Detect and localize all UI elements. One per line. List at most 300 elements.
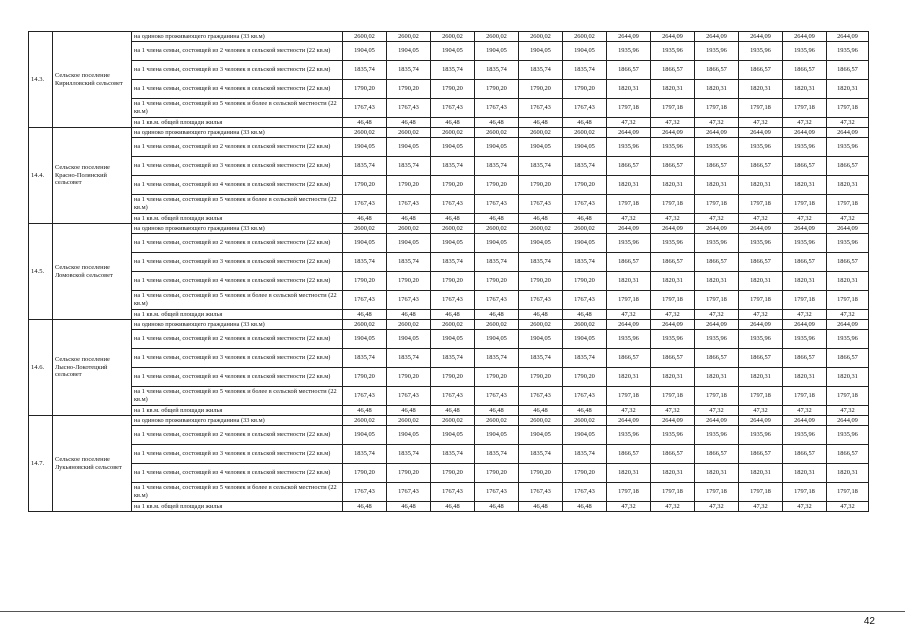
- value-cell: 1866,57: [783, 349, 827, 368]
- value-cell: 1767,43: [431, 291, 475, 310]
- table-row: [29, 253, 869, 272]
- value-cell: 1835,74: [343, 157, 387, 176]
- value-cell: 47,32: [607, 406, 651, 416]
- category-label: на 1 члена семьи, состоящей из 3 человек в сельской местности (22 кв.м): [132, 61, 343, 80]
- value-cell: 1790,20: [431, 176, 475, 195]
- value-cell: 1790,20: [563, 368, 607, 387]
- value-cell: 47,32: [695, 406, 739, 416]
- value-cell: 47,32: [607, 118, 651, 128]
- value-cell: 1797,18: [827, 99, 869, 118]
- category-label: на 1 члена семьи, состоящей из 5 человек и более в сельской местности (22 кв.м): [132, 387, 343, 406]
- value-cell: 1790,20: [431, 368, 475, 387]
- value-cell: 1790,20: [387, 368, 431, 387]
- value-cell: 47,32: [695, 310, 739, 320]
- value-cell: 1835,74: [431, 157, 475, 176]
- value-cell: 1935,96: [827, 426, 869, 445]
- value-cell: 46,48: [475, 118, 519, 128]
- value-cell: 47,32: [783, 406, 827, 416]
- settlement-name: Сельское поселение Ломовской сельсовет: [53, 224, 132, 320]
- value-cell: 1767,43: [563, 387, 607, 406]
- value-cell: 1820,31: [783, 464, 827, 483]
- table-row: [29, 234, 869, 253]
- value-cell: 2600,02: [475, 224, 519, 234]
- value-cell: 1797,18: [651, 99, 695, 118]
- value-cell: 2644,09: [651, 320, 695, 330]
- value-cell: 1790,20: [519, 176, 563, 195]
- value-cell: 1767,43: [387, 291, 431, 310]
- value-cell: 2644,09: [739, 128, 783, 138]
- value-cell: 1904,05: [343, 330, 387, 349]
- category-label: на 1 кв.м. общей площади жилья: [132, 118, 343, 128]
- table-row: [29, 464, 869, 483]
- category-label: на одиноко проживающего гражданина (33 кв.м): [132, 416, 343, 426]
- value-cell: 1904,05: [563, 42, 607, 61]
- value-cell: 47,32: [607, 310, 651, 320]
- table-row: [29, 368, 869, 387]
- value-cell: 2644,09: [783, 128, 827, 138]
- value-cell: 2644,09: [695, 416, 739, 426]
- value-cell: 1797,18: [651, 195, 695, 214]
- value-cell: 1904,05: [475, 42, 519, 61]
- value-cell: 1866,57: [651, 61, 695, 80]
- value-cell: 1767,43: [343, 99, 387, 118]
- value-cell: 46,48: [563, 118, 607, 128]
- table-row: [29, 195, 869, 214]
- value-cell: 47,32: [739, 214, 783, 224]
- value-cell: 1866,57: [607, 445, 651, 464]
- value-cell: 1790,20: [343, 464, 387, 483]
- value-cell: 1866,57: [651, 157, 695, 176]
- value-cell: 46,48: [387, 406, 431, 416]
- value-cell: 1935,96: [651, 42, 695, 61]
- value-cell: 1767,43: [519, 483, 563, 502]
- value-cell: 46,48: [563, 214, 607, 224]
- value-cell: 47,32: [827, 214, 869, 224]
- footer-divider: [0, 611, 905, 612]
- section-code: 14.6.: [29, 320, 53, 416]
- value-cell: 2600,02: [563, 32, 607, 42]
- value-cell: 1835,74: [519, 157, 563, 176]
- category-label: на 1 члена семьи, состоящей из 5 человек и более в сельской местности (22 кв.м): [132, 291, 343, 310]
- value-cell: 1904,05: [343, 234, 387, 253]
- value-cell: 2644,09: [607, 128, 651, 138]
- value-cell: 1866,57: [607, 253, 651, 272]
- value-cell: 47,32: [651, 118, 695, 128]
- value-cell: 1935,96: [827, 138, 869, 157]
- value-cell: 1797,18: [739, 291, 783, 310]
- value-cell: 2600,02: [475, 128, 519, 138]
- value-cell: 46,48: [387, 310, 431, 320]
- table-row: [29, 387, 869, 406]
- table-body: [29, 32, 869, 512]
- value-cell: 1935,96: [607, 330, 651, 349]
- value-cell: 1767,43: [387, 195, 431, 214]
- value-cell: 1820,31: [607, 464, 651, 483]
- value-cell: 1935,96: [739, 426, 783, 445]
- value-cell: 1835,74: [519, 349, 563, 368]
- value-cell: 1790,20: [387, 272, 431, 291]
- value-cell: 1835,74: [387, 157, 431, 176]
- value-cell: 2600,02: [431, 128, 475, 138]
- value-cell: 2600,02: [563, 128, 607, 138]
- value-cell: 1820,31: [695, 368, 739, 387]
- value-cell: 1797,18: [739, 99, 783, 118]
- value-cell: 1866,57: [607, 349, 651, 368]
- value-cell: 1797,18: [827, 387, 869, 406]
- value-cell: 1935,96: [651, 234, 695, 253]
- value-cell: 1797,18: [783, 483, 827, 502]
- value-cell: 2600,02: [431, 32, 475, 42]
- value-cell: 1935,96: [783, 138, 827, 157]
- table-row: [29, 483, 869, 502]
- value-cell: 2600,02: [387, 224, 431, 234]
- value-cell: 1797,18: [739, 195, 783, 214]
- value-cell: 46,48: [343, 214, 387, 224]
- value-cell: 46,48: [387, 118, 431, 128]
- value-cell: 2644,09: [783, 224, 827, 234]
- value-cell: 1904,05: [387, 42, 431, 61]
- value-cell: 2600,02: [519, 320, 563, 330]
- value-cell: 1866,57: [695, 61, 739, 80]
- table-row: [29, 99, 869, 118]
- value-cell: 1835,74: [475, 61, 519, 80]
- value-cell: 1935,96: [695, 426, 739, 445]
- value-cell: 2644,09: [695, 224, 739, 234]
- value-cell: 2600,02: [563, 224, 607, 234]
- value-cell: 1790,20: [387, 80, 431, 99]
- value-cell: 1797,18: [783, 99, 827, 118]
- category-label: на одиноко проживающего гражданина (33 кв.м): [132, 128, 343, 138]
- value-cell: 1820,31: [651, 272, 695, 291]
- category-label: на 1 члена семьи, состоящей из 4 человек в сельской местности (22 кв.м): [132, 464, 343, 483]
- value-cell: 1904,05: [431, 42, 475, 61]
- value-cell: 46,48: [519, 502, 563, 512]
- section-code: 14.5.: [29, 224, 53, 320]
- value-cell: 47,32: [827, 502, 869, 512]
- category-label: на 1 кв.м. общей площади жилья: [132, 406, 343, 416]
- value-cell: 1866,57: [783, 445, 827, 464]
- value-cell: 1767,43: [475, 387, 519, 406]
- value-cell: 1904,05: [343, 426, 387, 445]
- value-cell: 1935,96: [827, 42, 869, 61]
- value-cell: 1935,96: [783, 234, 827, 253]
- value-cell: 2644,09: [607, 224, 651, 234]
- value-cell: 1835,74: [519, 445, 563, 464]
- value-cell: 1820,31: [783, 80, 827, 99]
- value-cell: 1820,31: [695, 464, 739, 483]
- value-cell: 47,32: [695, 118, 739, 128]
- value-cell: 46,48: [475, 406, 519, 416]
- value-cell: 1835,74: [387, 61, 431, 80]
- value-cell: 1935,96: [739, 330, 783, 349]
- value-cell: 1835,74: [431, 349, 475, 368]
- value-cell: 1767,43: [563, 99, 607, 118]
- value-cell: 1866,57: [695, 445, 739, 464]
- value-cell: 1820,31: [739, 176, 783, 195]
- value-cell: 1820,31: [651, 80, 695, 99]
- value-cell: 1790,20: [387, 464, 431, 483]
- value-cell: 1797,18: [695, 195, 739, 214]
- value-cell: 46,48: [343, 310, 387, 320]
- value-cell: 1790,20: [519, 368, 563, 387]
- category-label: на 1 члена семьи, состоящей из 4 человек в сельской местности (22 кв.м): [132, 80, 343, 99]
- value-cell: 1797,18: [695, 99, 739, 118]
- value-cell: 46,48: [431, 310, 475, 320]
- value-cell: 1935,96: [607, 42, 651, 61]
- value-cell: 47,32: [739, 406, 783, 416]
- value-cell: 1797,18: [607, 483, 651, 502]
- value-cell: 1935,96: [695, 42, 739, 61]
- value-cell: 1820,31: [651, 176, 695, 195]
- value-cell: 2644,09: [607, 320, 651, 330]
- category-label: на 1 члена семьи, состоящей из 3 человек в сельской местности (22 кв.м): [132, 349, 343, 368]
- value-cell: 1935,96: [651, 330, 695, 349]
- value-cell: 1790,20: [475, 176, 519, 195]
- value-cell: 1797,18: [827, 483, 869, 502]
- value-cell: 47,32: [827, 406, 869, 416]
- value-cell: 1904,05: [431, 234, 475, 253]
- value-cell: 47,32: [607, 214, 651, 224]
- category-label: на 1 кв.м. общей площади жилья: [132, 214, 343, 224]
- value-cell: 1904,05: [343, 42, 387, 61]
- value-cell: 47,32: [739, 310, 783, 320]
- category-label: на одиноко проживающего гражданина (33 кв.м): [132, 32, 343, 42]
- value-cell: 1866,57: [739, 445, 783, 464]
- value-cell: 47,32: [651, 502, 695, 512]
- value-cell: 1797,18: [607, 291, 651, 310]
- tariff-table-sheet: [28, 31, 868, 512]
- value-cell: 1866,57: [827, 61, 869, 80]
- value-cell: 2600,02: [475, 32, 519, 42]
- value-cell: 1866,57: [739, 349, 783, 368]
- settlement-name: Сельское поселение Красно-Полянский сельсовет: [53, 128, 132, 224]
- category-label: на 1 члена семьи, состоящей из 3 человек в сельской местности (22 кв.м): [132, 157, 343, 176]
- value-cell: 1767,43: [475, 291, 519, 310]
- value-cell: 47,32: [651, 406, 695, 416]
- value-cell: 1935,96: [739, 138, 783, 157]
- value-cell: 2600,02: [475, 416, 519, 426]
- value-cell: 47,32: [739, 118, 783, 128]
- value-cell: 1790,20: [563, 272, 607, 291]
- value-cell: 2600,02: [519, 32, 563, 42]
- value-cell: 1790,20: [343, 176, 387, 195]
- value-cell: 1904,05: [563, 234, 607, 253]
- value-cell: 1866,57: [695, 157, 739, 176]
- value-cell: 1820,31: [739, 464, 783, 483]
- value-cell: 1767,43: [519, 99, 563, 118]
- value-cell: 1935,96: [827, 330, 869, 349]
- value-cell: 47,32: [651, 214, 695, 224]
- value-cell: 1767,43: [519, 387, 563, 406]
- value-cell: 1790,20: [519, 464, 563, 483]
- value-cell: 47,32: [607, 502, 651, 512]
- value-cell: 1790,20: [431, 80, 475, 99]
- value-cell: 1790,20: [475, 80, 519, 99]
- value-cell: 1797,18: [607, 387, 651, 406]
- value-cell: 2644,09: [827, 416, 869, 426]
- value-cell: 1866,57: [827, 349, 869, 368]
- value-cell: 2600,02: [563, 320, 607, 330]
- category-label: на 1 кв.м. общей площади жилья: [132, 310, 343, 320]
- value-cell: 2644,09: [651, 128, 695, 138]
- value-cell: 1767,43: [475, 99, 519, 118]
- value-cell: 1820,31: [739, 80, 783, 99]
- table-row: [29, 214, 869, 224]
- table-row: [29, 406, 869, 416]
- value-cell: 1935,96: [783, 330, 827, 349]
- value-cell: 2600,02: [343, 416, 387, 426]
- value-cell: 47,32: [827, 118, 869, 128]
- value-cell: 1820,31: [607, 272, 651, 291]
- value-cell: 2644,09: [827, 128, 869, 138]
- table-row: [29, 224, 869, 234]
- value-cell: 1820,31: [607, 368, 651, 387]
- value-cell: 46,48: [519, 118, 563, 128]
- value-cell: 1767,43: [343, 291, 387, 310]
- value-cell: 1904,05: [519, 42, 563, 61]
- value-cell: 2600,02: [563, 416, 607, 426]
- category-label: на 1 члена семьи, состоящей из 5 человек и более в сельской местности (22 кв.м): [132, 99, 343, 118]
- value-cell: 46,48: [563, 310, 607, 320]
- value-cell: 46,48: [519, 310, 563, 320]
- value-cell: 2600,02: [519, 128, 563, 138]
- value-cell: 1935,96: [783, 426, 827, 445]
- value-cell: 47,32: [651, 310, 695, 320]
- value-cell: 1790,20: [563, 176, 607, 195]
- category-label: на 1 члена семьи, состоящей из 3 человек в сельской местности (22 кв.м): [132, 445, 343, 464]
- value-cell: 1820,31: [827, 80, 869, 99]
- table-row: [29, 61, 869, 80]
- value-cell: 1866,57: [739, 61, 783, 80]
- section-code: 14.3.: [29, 32, 53, 128]
- value-cell: 1866,57: [695, 349, 739, 368]
- value-cell: 1935,96: [607, 138, 651, 157]
- value-cell: 1904,05: [475, 330, 519, 349]
- value-cell: 1820,31: [827, 368, 869, 387]
- value-cell: 1904,05: [431, 426, 475, 445]
- value-cell: 1820,31: [607, 176, 651, 195]
- value-cell: 1935,96: [607, 234, 651, 253]
- value-cell: 1904,05: [519, 234, 563, 253]
- table-row: [29, 310, 869, 320]
- value-cell: 1904,05: [519, 330, 563, 349]
- value-cell: 46,48: [387, 502, 431, 512]
- value-cell: 1820,31: [783, 368, 827, 387]
- value-cell: 1835,74: [475, 445, 519, 464]
- value-cell: 1820,31: [695, 80, 739, 99]
- value-cell: 2644,09: [739, 416, 783, 426]
- value-cell: 1935,96: [739, 42, 783, 61]
- category-label: на 1 члена семьи, состоящей из 2 человек в сельской местности (22 кв.м): [132, 234, 343, 253]
- value-cell: 1935,96: [827, 234, 869, 253]
- value-cell: 46,48: [475, 502, 519, 512]
- value-cell: 1790,20: [343, 368, 387, 387]
- table-row: [29, 80, 869, 99]
- table-row: [29, 157, 869, 176]
- value-cell: 1767,43: [519, 195, 563, 214]
- value-cell: 2644,09: [607, 416, 651, 426]
- value-cell: 1866,57: [827, 157, 869, 176]
- value-cell: 1835,74: [431, 253, 475, 272]
- table-row: [29, 128, 869, 138]
- value-cell: 1866,57: [739, 253, 783, 272]
- value-cell: 1790,20: [563, 80, 607, 99]
- value-cell: 1835,74: [387, 445, 431, 464]
- value-cell: 2600,02: [387, 320, 431, 330]
- value-cell: 2644,09: [739, 320, 783, 330]
- value-cell: 2644,09: [739, 32, 783, 42]
- value-cell: 1767,43: [431, 195, 475, 214]
- value-cell: 1790,20: [475, 464, 519, 483]
- value-cell: 2644,09: [739, 224, 783, 234]
- section-code: 14.7.: [29, 416, 53, 512]
- value-cell: 1790,20: [519, 272, 563, 291]
- value-cell: 1904,05: [431, 138, 475, 157]
- category-label: на 1 члена семьи, состоящей из 5 человек и более в сельской местности (22 кв.м): [132, 195, 343, 214]
- value-cell: 1935,96: [607, 426, 651, 445]
- value-cell: 1820,31: [783, 176, 827, 195]
- value-cell: 2644,09: [695, 32, 739, 42]
- value-cell: 1767,43: [519, 291, 563, 310]
- value-cell: 46,48: [343, 406, 387, 416]
- value-cell: 1797,18: [783, 291, 827, 310]
- value-cell: 1767,43: [563, 195, 607, 214]
- table-row: [29, 349, 869, 368]
- settlement-name: Сельское поселение Лукьяновский сельсовет: [53, 416, 132, 512]
- category-label: на 1 члена семьи, состоящей из 5 человек и более в сельской местности (22 кв.м): [132, 483, 343, 502]
- value-cell: 1904,05: [475, 426, 519, 445]
- value-cell: 1820,31: [827, 176, 869, 195]
- value-cell: 46,48: [563, 502, 607, 512]
- value-cell: 47,32: [783, 502, 827, 512]
- value-cell: 1820,31: [695, 176, 739, 195]
- value-cell: 1835,74: [475, 253, 519, 272]
- value-cell: 1790,20: [387, 176, 431, 195]
- value-cell: 1790,20: [475, 368, 519, 387]
- table-row: [29, 416, 869, 426]
- value-cell: 1904,05: [387, 234, 431, 253]
- value-cell: 1767,43: [563, 483, 607, 502]
- value-cell: 1767,43: [475, 483, 519, 502]
- value-cell: 1767,43: [475, 195, 519, 214]
- value-cell: 1935,96: [695, 330, 739, 349]
- value-cell: 1767,43: [431, 483, 475, 502]
- value-cell: 46,48: [475, 310, 519, 320]
- value-cell: 2644,09: [783, 416, 827, 426]
- value-cell: 1835,74: [519, 253, 563, 272]
- value-cell: 2644,09: [827, 224, 869, 234]
- value-cell: 1797,18: [827, 291, 869, 310]
- category-label: на 1 члена семьи, состоящей из 2 человек в сельской местности (22 кв.м): [132, 42, 343, 61]
- value-cell: 1935,96: [739, 234, 783, 253]
- value-cell: 1797,18: [695, 483, 739, 502]
- value-cell: 1835,74: [431, 61, 475, 80]
- value-cell: 46,48: [431, 214, 475, 224]
- value-cell: 1797,18: [695, 291, 739, 310]
- value-cell: 2644,09: [651, 224, 695, 234]
- value-cell: 46,48: [519, 406, 563, 416]
- table-row: [29, 426, 869, 445]
- value-cell: 1904,05: [563, 330, 607, 349]
- value-cell: 2600,02: [387, 416, 431, 426]
- value-cell: 1797,18: [695, 387, 739, 406]
- value-cell: 1904,05: [387, 426, 431, 445]
- value-cell: 2600,02: [431, 224, 475, 234]
- value-cell: 1820,31: [827, 272, 869, 291]
- category-label: на 1 члена семьи, состоящей из 4 человек в сельской местности (22 кв.м): [132, 176, 343, 195]
- value-cell: 47,32: [695, 502, 739, 512]
- value-cell: 1904,05: [519, 138, 563, 157]
